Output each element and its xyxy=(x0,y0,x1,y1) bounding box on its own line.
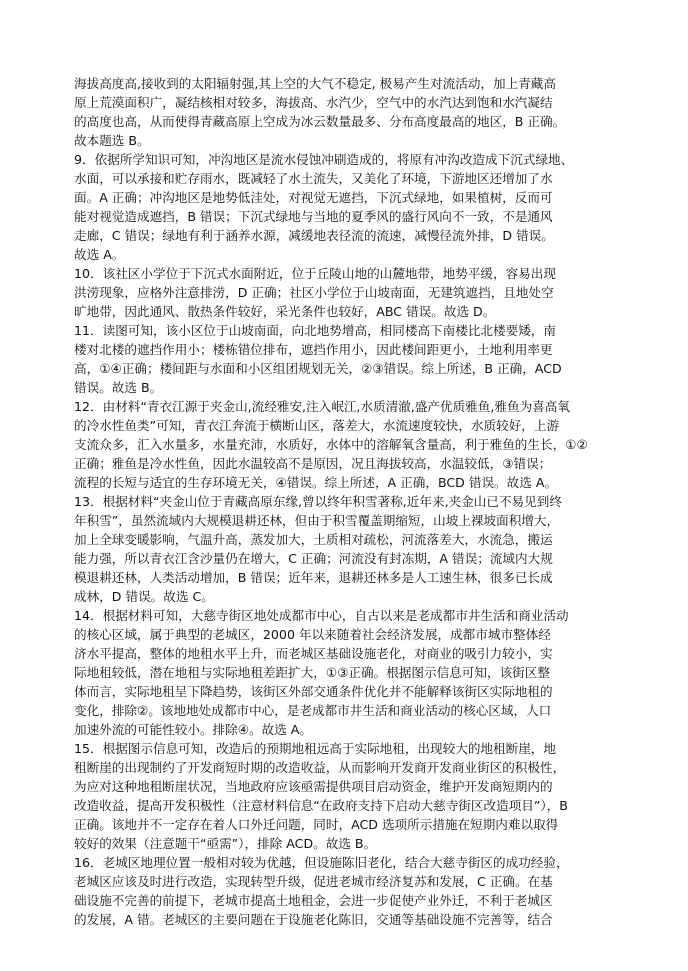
text-line: 际地租较低，潜在地租与实际地租差距扩大，①③正确。根据图示信息可知，该街区整 xyxy=(74,665,550,680)
text-line: 加速外流的可能性较小。排除④。故选 A。 xyxy=(74,722,313,737)
text-line: 能力强，所以青衣江含沙量仍在增大，C 正确；河流没有封冻期，A 错误；流域内大规 xyxy=(74,551,553,566)
text-line: 济水平提高，整体的地租水平上升，而老城区基础设施老化，对商业的吸引力较小，实 xyxy=(74,646,553,661)
text-line: 年积雪”，虽然流域内大规模退耕还林，但由于积雪覆盖期缩短，山坡上裸坡面积增大， xyxy=(74,513,560,528)
text-line: 的冷水性鱼类”可知，青衣江奔流于横断山区，落差大，水流速度较快，水质较好，上游 xyxy=(74,418,560,433)
text-line: 体而言，实际地租呈下降趋势，该街区外部交通条件优化并不能解释该街区实际地租的 xyxy=(74,684,553,699)
text-line: 楼对北楼的遮挡作用小；楼栋错位排布，遮挡作用小，因此楼间距更小，土地利用率更 xyxy=(74,342,553,357)
text-line: 较好的效果（注意题干“亟需”），排除 ACD。故选 B。 xyxy=(74,836,377,851)
text-line: 模退耕还林，人类活动增加，B 错误；近年来，退耕还林多是人工速生林，很多已长成 xyxy=(74,570,553,585)
text-line: 洪涝现象，应格外注意排涝，D 正确；社区小学位于山坡南面，无建筑遮挡，且地处空 xyxy=(74,285,554,300)
text-line: 12．由材料“青衣江源于夹金山,流经雅安,注入岷江,水质清澈,盛产优质雅鱼,雅鱼为喜高氧 xyxy=(74,399,570,414)
text-line: 14．根据材料可知，大慈寺街区地处成都市中心，自古以来是老成都市井生活和商业活动 xyxy=(74,608,569,623)
text-line: 旷地带，因此通风、散热条件较好，采光条件也较好，ABC 错误。故选 D。 xyxy=(74,304,496,319)
text-line: 成林，D 错误。故选 C。 xyxy=(74,589,214,604)
text-line: 础设施不完善的前提下，老城市提高土地租金，会进一步促使产业外迁，不利于老城区 xyxy=(74,893,553,908)
text-line: 老城区应该及时进行改造，实现转型升级，促进老城市经济复苏和发展，C 正确。在基 xyxy=(74,874,553,889)
text-line: 海拔高度高,接收到的太阳辐射强,其上空的大气不稳定, 极易产生对流活动，加上青藏高 xyxy=(74,76,556,91)
text-line: 13．根据材料“夹金山位于青藏高原东缘,曾以终年积雪著称,近年来,夹金山已不易见到终 xyxy=(74,494,562,509)
text-line: 为应对这种地租断崖状况，当地政府应该亟需提供项目启动资金，维护开发商短期内的 xyxy=(74,779,553,794)
text-line: 变化，排除②。该地地处成都市中心，是老成都市井生活和商业活动的核心区域，人口 xyxy=(74,703,552,718)
text-line: 流程的长短与适宜的生存环境无关，④错误。综上所述，A 正确，BCD 错误。故选 A。 xyxy=(74,475,558,490)
text-line: 的核心区域，属于典型的老城区，2000 年以来随着社会经济发展，成都市城市整体经 xyxy=(74,627,551,642)
text-line: 能对视觉造成遮挡，B 错误；下沉式绿地与当地的夏季风的盛行风向不一致，不是通风 xyxy=(74,209,553,224)
text-line: 支流众多，汇入水量多，水量充沛，水质好，水体中的溶解氧含量高，利于雅鱼的生长，①② xyxy=(74,437,588,452)
text-line: 11．读图可知，该小区位于山坡南面，向北地势增高，相同楼高下南楼比北楼要矮，南 xyxy=(74,323,556,338)
text-line: 的发展，A 错。老城区的主要问题在于设施老化陈旧，交通等基础设施不完善等，结合 xyxy=(74,912,553,927)
text-line: 租断崖的出现制约了开发商短时期的改造收益，从而影响开发商开发商业街区的积极性， xyxy=(74,760,566,775)
text-line: 走廊，C 错误；绿地有利于涵养水源，减缓地表径流的流速，减慢径流外排，D 错误。 xyxy=(74,228,554,243)
text-line: 15．根据图示信息可知，改造后的预期地租远高于实际地租，出现较大的地租断崖，地 xyxy=(74,741,556,756)
answer-text-block xyxy=(74,74,634,929)
text-line: 故本题选 B。 xyxy=(74,133,150,148)
text-line: 原上荒漠面积广，凝结核相对较多，海拔高、水汽少，空气中的水汽达到饱和水汽凝结 xyxy=(74,95,553,110)
text-line: 水面，可以承接和贮存雨水，既减轻了水土流失，又美化了环境，下游地区还增加了水 xyxy=(74,171,553,186)
text-line: 10．该社区小学位于下沉式水面附近，位于丘陵山地的山麓地带，地势平缓，容易出现 xyxy=(74,266,556,281)
text-line: 9．依据所学知识可知，冲沟地区是流水侵蚀冲刷造成的，将原有冲沟改造成下沉式绿地、 xyxy=(74,152,574,167)
text-line: 加上全球变暖影响，气温升高，蒸发加大，土质相对疏松，河流落差大，水流急，搬运 xyxy=(74,532,553,547)
text-line: 错误。故选 B。 xyxy=(74,380,163,395)
text-line: 正确。该地并不一定存在着人口外迁问题，同时，ACD 选项所示措施在短期内难以取得 xyxy=(74,817,559,832)
text-line: 高，①④正确；楼间距与水面和小区组团规划无关，②③错误。综上所述，B 正确，ACD xyxy=(74,361,562,376)
text-line: 故选 A。 xyxy=(74,247,125,262)
text-line: 面。A 正确；冲沟地区是地势低洼处，对视觉无遮挡，下沉式绿地，如果植树，反而可 xyxy=(74,190,553,205)
text-line: 16．老城区地理位置一般相对较为优越，但设施陈旧老化，结合大慈寺街区的成功经验， xyxy=(74,855,569,870)
text-line: 改造收益，提高开发积极性（注意材料信息“在政府支持下启动大慈寺街区改造项目”），B xyxy=(74,798,568,813)
text-line: 正确；雅鱼是冷水性鱼，因此水温较高不是原因，况且海拔较高，水温较低，③错误； xyxy=(74,456,552,471)
text-line: 的高度也高，从而使得青藏高原上空成为冰云数量最多、分布高度最高的地区，B 正确。 xyxy=(74,114,566,129)
